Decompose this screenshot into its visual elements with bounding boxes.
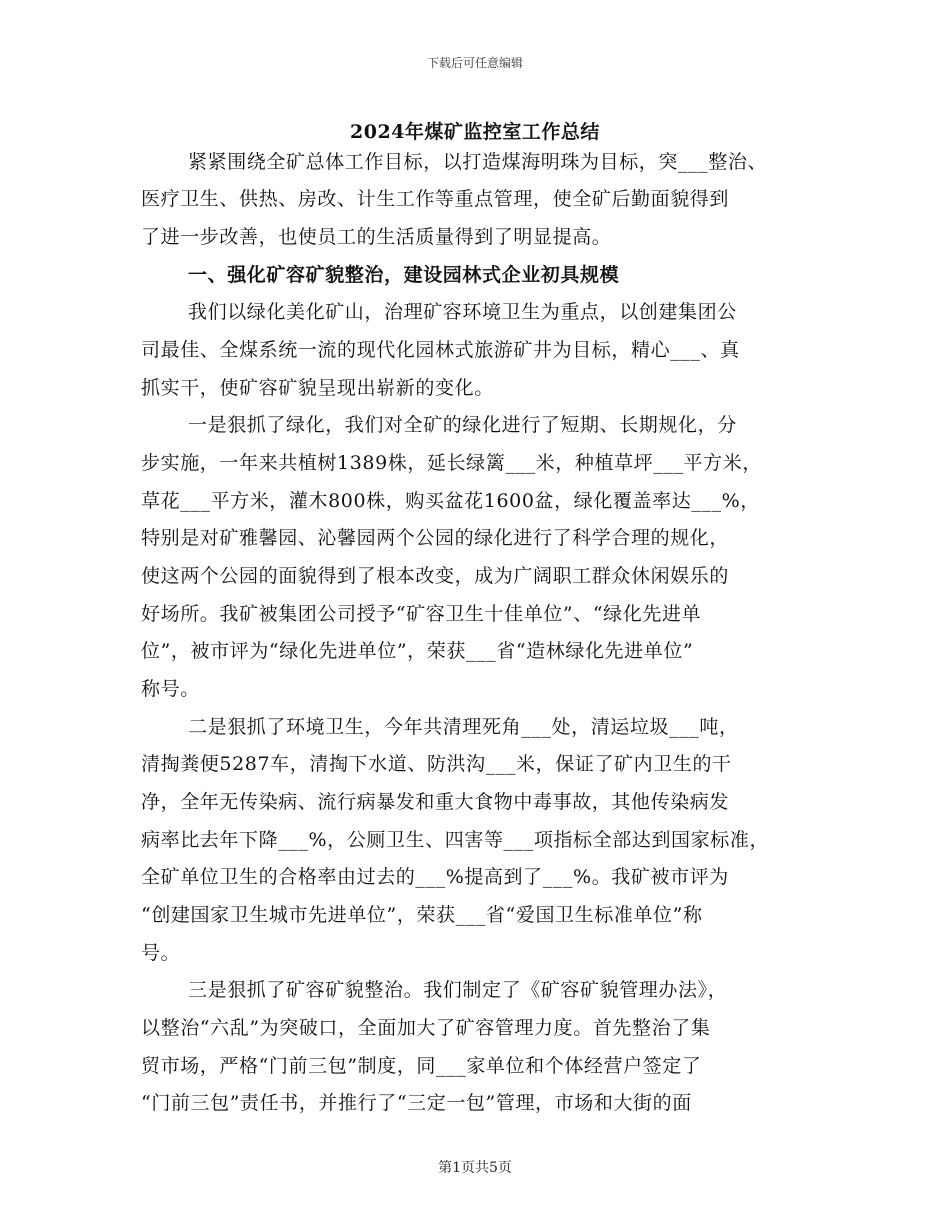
paragraph-line: “创建国家卫生城市先进单位”，荣获___省“爱国卫生标准单位”称 <box>141 904 703 926</box>
paragraph-line: 位”，被市评为“绿化先进单位”，荣获___省“造林绿化先进单位” <box>141 640 694 662</box>
paragraph-line: 清掏粪便5287车，清掏下水道、防洪沟___米，保证了矿内卫生的干 <box>141 753 732 775</box>
paragraph-line: 一是狠抓了绿化，我们对全矿的绿化进行了短期、长期规化，分 <box>188 414 737 436</box>
paragraph-line: 全矿单位卫生的合格率由过去的___%提高到了___%。我矿被市评为 <box>141 866 729 888</box>
paragraph-line: 使这两个公园的面貌得到了根本改变，成为广阔职工群众休闲娱乐的 <box>141 565 730 587</box>
paragraph-line: 步实施，一年来共植树1389株，延长绿篱___米，种植草坪___平方米， <box>141 452 762 474</box>
paragraph-line: 二是狠抓了环境卫生，今年共清理死角___处，清运垃圾___吨， <box>188 716 739 738</box>
paragraph-line: 称号。 <box>141 678 200 700</box>
paragraph-line: 我们以绿化美化矿山，治理矿容环境卫生为重点，以创建集团公 <box>188 301 737 323</box>
paragraph-line: 贸市场，严格“门前三包”制度，同___家单位和个体经营户签定了 <box>141 1055 702 1077</box>
paragraph-line: 以整治“六乱”为突破口，全面加大了矿容管理力度。首先整治了集 <box>141 1017 711 1039</box>
paragraph-line: 紧紧围绕全矿总体工作目标，以打造煤海明珠为目标，突___整治、 <box>188 151 768 173</box>
page-header-note: 下载后可任意编辑 <box>426 56 523 70</box>
document-title: 2024年煤矿监控室工作总结 <box>350 121 600 143</box>
paragraph-line: 了进一步改善，也使员工的生活质量得到了明显提高。 <box>141 226 612 248</box>
paragraph-line: 抓实干，使矿容矿貌呈现出崭新的变化。 <box>141 377 494 399</box>
paragraph-line: 三是狠抓了矿容矿貌整治。我们制定了《矿容矿貌管理办法》， <box>188 979 728 1001</box>
paragraph-line: “门前三包”责任书，并推行了“三定一包”管理，市场和大街的面 <box>141 1092 692 1114</box>
section-heading: 一、强化矿容矿貌整治，建设园林式企业初具规模 <box>188 264 620 286</box>
paragraph-line: 号。 <box>141 942 181 964</box>
paragraph-line: 病率比去年下降___%，公厕卫生、四害等___项指标全部达到国家标准， <box>141 829 770 851</box>
paragraph-line: 特别是对矿雅馨园、沁馨园两个公园的绿化进行了科学合理的规化， <box>141 527 730 549</box>
page-number: 第1页共5页 <box>438 1160 512 1176</box>
paragraph-line: 好场所。我矿被集团公司授予“矿容卫生十佳单位”、“绿化先进单 <box>141 603 702 625</box>
paragraph-line: 医疗卫生、供热、房改、计生工作等重点管理，使全矿后勤面貌得到 <box>141 188 730 210</box>
paragraph-line: 草花___平方米，灌木800株，购买盆花1600盆，绿化覆盖率达___%， <box>141 490 760 512</box>
paragraph-line: 司最佳、全煤系统一流的现代化园林式旅游矿井为目标，精心___、真 <box>141 339 740 361</box>
paragraph-line: 净，全年无传染病、流行病暴发和重大食物中毒事故，其他传染病发 <box>141 791 730 813</box>
